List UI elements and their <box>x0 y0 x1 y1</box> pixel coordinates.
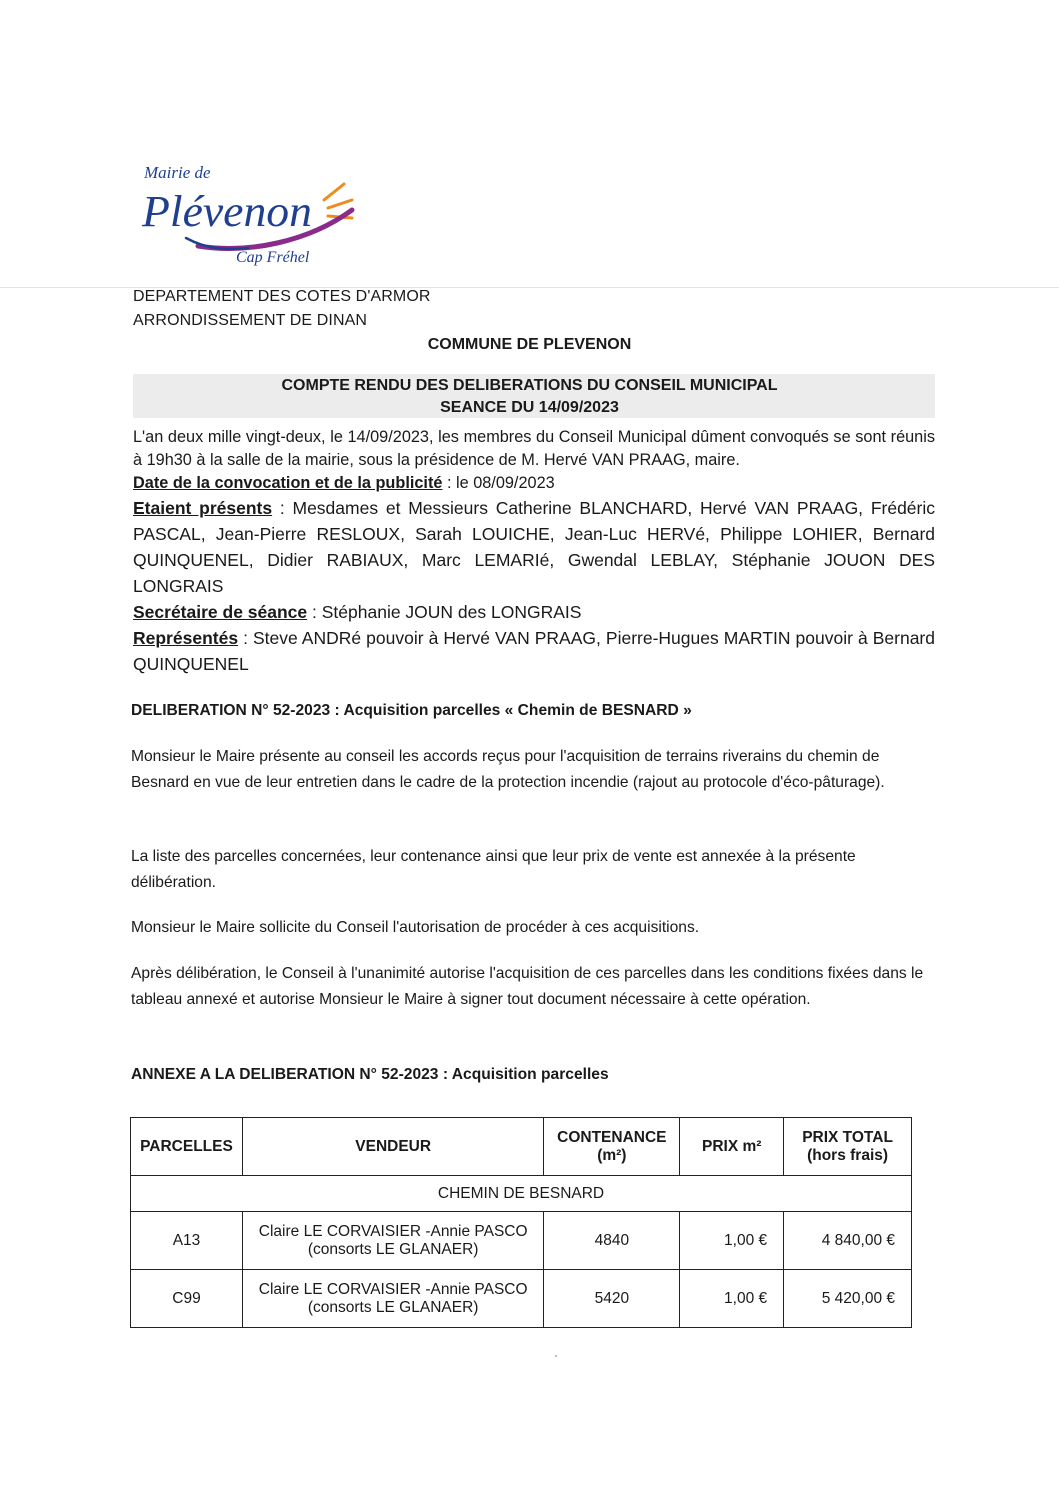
table-header-row <box>131 1118 912 1176</box>
group-row <box>131 1176 912 1212</box>
cell-prix-total: 5 420,00 € <box>784 1270 912 1328</box>
deliberation-paragraph-4: Après délibération, le Conseil à l'unanimité autorise l'acquisition de ces parcelles dans les conditions fixées dans le tableau annexé et autorise Monsieur le Maire à signer tout document nécessaire à cette opération. <box>131 965 924 1008</box>
cell-prix-m2: 1,00 € <box>680 1270 784 1328</box>
commune-title: COMMUNE DE PLEVENON <box>427 336 632 353</box>
deliberation-heading <box>131 698 931 724</box>
secretaire-line <box>133 599 935 625</box>
cell-vendeur-line1: Claire LE CORVAISIER -Annie PASCO <box>258 1222 528 1240</box>
annex-table <box>130 1117 912 1328</box>
col-contenance-line2: (m²) <box>597 1146 627 1164</box>
annex-subject: Acquisition parcelles <box>448 1066 609 1083</box>
col-prix-total <box>784 1118 912 1176</box>
col-contenance <box>544 1118 680 1176</box>
cell-vendeur-line2: (consorts LE GLANAER) <box>307 1298 479 1316</box>
table-row <box>131 1212 912 1270</box>
representes-value: : Steve ANDRé pouvoir à Hervé VAN PRAAG, Pierre-Hugues MARTIN pouvoir à Bernard QUINQUENEL <box>133 628 935 674</box>
col-vendeur: VENDEUR <box>242 1118 543 1176</box>
convocation-value: : le 08/09/2023 <box>442 474 555 492</box>
convocation-label: Date de la convocation et de la publicité <box>133 474 443 492</box>
convocation-line <box>133 472 935 495</box>
presents-paragraph <box>133 495 935 599</box>
deliberation-paragraph-2: La liste des parcelles concernées, leur contenance ainsi que leur prix de vente est annexée à la présente délibération. <box>131 848 856 891</box>
mairie-logo <box>138 158 368 268</box>
deliberation-number: DELIBERATION N° 52-2023 : <box>131 702 340 719</box>
presents-value: : Mesdames et Messieurs Catherine BLANCHARD, Hervé VAN PRAAG, Frédéric PASCAL, Jean-Pierre RESLOUX, Sarah LOUICHE, Jean-Luc HERVé, Philippe LOHIER, Bernard QUINQUENEL, Didier RABIAUX, Marc LEMARIé, Gwendal LEBLAY, Stéphanie JOUON DES LONGRAIS <box>133 498 935 596</box>
deliberation-paragraph-1: Monsieur le Maire présente au conseil les accords reçus pour l'acquisition de terrains riverains du chemin de Besnard en vue de leur entretien dans le cadre de la protection incendie (rajout au protocole d'éco-pâturage). <box>131 748 885 791</box>
representes-paragraph <box>133 625 935 677</box>
col-prix-total-line2: (hors frais) <box>807 1146 889 1164</box>
cell-parcelle: A13 <box>131 1212 243 1270</box>
logo-line1: Mairie de <box>144 163 211 182</box>
deliberation-paragraph-3: Monsieur le Maire sollicite du Conseil l'autorisation de procéder à ces acquisitions. <box>131 919 700 936</box>
cell-prix-m2: 1,00 € <box>680 1212 784 1270</box>
table-row <box>131 1270 912 1328</box>
col-parcelles: PARCELLES <box>131 1118 243 1176</box>
annex-heading <box>131 1062 931 1088</box>
secretaire-value: : Stéphanie JOUN des LONGRAIS <box>307 602 582 622</box>
representes-label: Représentés <box>133 628 239 648</box>
group-label: CHEMIN DE BESNARD <box>131 1176 912 1212</box>
plevenon-logo-icon <box>138 158 368 268</box>
opening-paragraph: L'an deux mille vingt-deux, le 14/09/2023, les membres du Conseil Municipal dûment convoqués se sont réunis à 19h30 à la salle de la mairie, sous la présidence de M. Hervé VAN PRAAG, maire. <box>133 428 935 469</box>
deliberation-subject: Acquisition parcelles « Chemin de BESNARD » <box>339 702 692 719</box>
cell-contenance: 5420 <box>544 1270 680 1328</box>
seance-date: SEANCE DU 14/09/2023 <box>440 399 619 416</box>
presents-label: Etaient présents <box>133 498 273 518</box>
scan-speck <box>555 1355 557 1357</box>
cell-vendeur-line1: Claire LE CORVAISIER -Annie PASCO <box>258 1280 528 1298</box>
arrondissement-line: ARRONDISSEMENT DE DINAN <box>133 312 368 329</box>
cell-vendeur <box>242 1270 543 1328</box>
logo-name: Plévenon <box>140 187 312 236</box>
annex-number: ANNEXE A LA DELIBERATION N° 52-2023 : <box>131 1066 449 1083</box>
cell-vendeur <box>242 1212 543 1270</box>
cell-vendeur-line2: (consorts LE GLANAER) <box>307 1240 479 1258</box>
departement-line: DEPARTEMENT DES COTES D'ARMOR <box>133 288 431 305</box>
secretaire-label: Secrétaire de séance <box>133 602 308 622</box>
cell-prix-total: 4 840,00 € <box>784 1212 912 1270</box>
col-prix-total-line1: PRIX TOTAL <box>802 1128 893 1146</box>
session-intro <box>133 426 935 677</box>
col-prix-m2: PRIX m² <box>680 1118 784 1176</box>
document-title: COMPTE RENDU DES DELIBERATIONS DU CONSEIL MUNICIPAL <box>281 377 778 394</box>
cell-parcelle: C99 <box>131 1270 243 1328</box>
logo-subtitle: Cap Fréhel <box>236 249 310 266</box>
cell-contenance: 4840 <box>544 1212 680 1270</box>
col-contenance-line1: CONTENANCE <box>557 1128 667 1146</box>
